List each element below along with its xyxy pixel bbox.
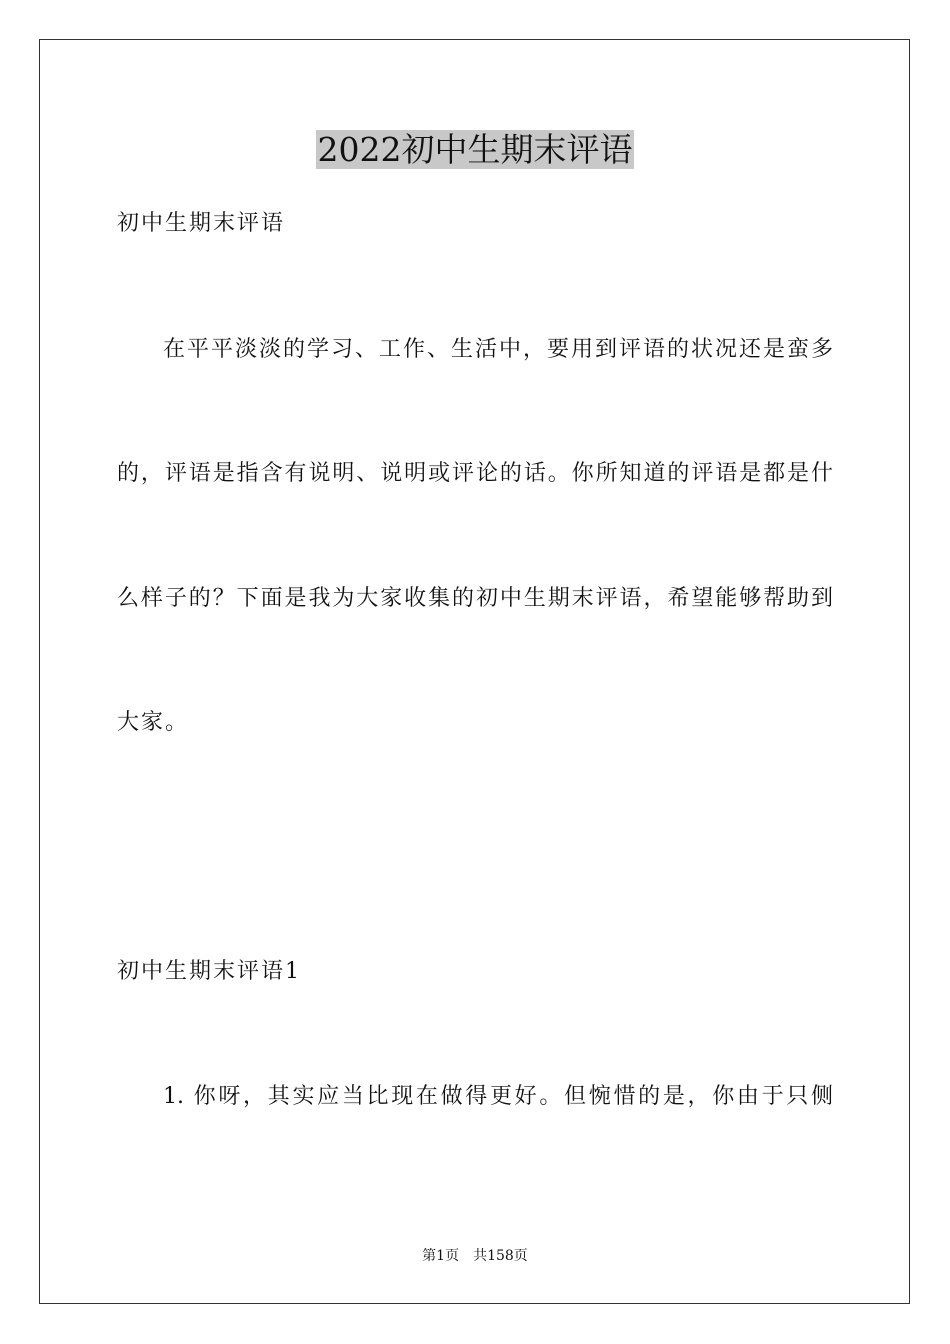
document-title [0,128,950,172]
document-title-text: 2022初中生期末评语 [317,130,633,169]
intro-line-4: 大家。 [117,710,190,735]
subtitle: 初中生期末评语 [117,211,286,236]
intro-line-2: 的，评语是指含有说明、说明或评论的话。你所知道的评语是都是什 [117,461,833,486]
intro-line-3: 么样子的？下面是我为大家收集的初中生期末评语，希望能够帮助到 [117,586,833,611]
item-1-line: 1. 你呀，其实应当比现在做得更好。但惋惜的是，你由于只侧 [163,1084,833,1109]
page-footer: 第1页 共158页 [422,1248,528,1264]
intro-line-1: 在平平淡淡的学习、工作、生活中，要用到评语的状况还是蛮多 [163,337,833,362]
section-heading: 初中生期末评语1 [117,959,301,984]
